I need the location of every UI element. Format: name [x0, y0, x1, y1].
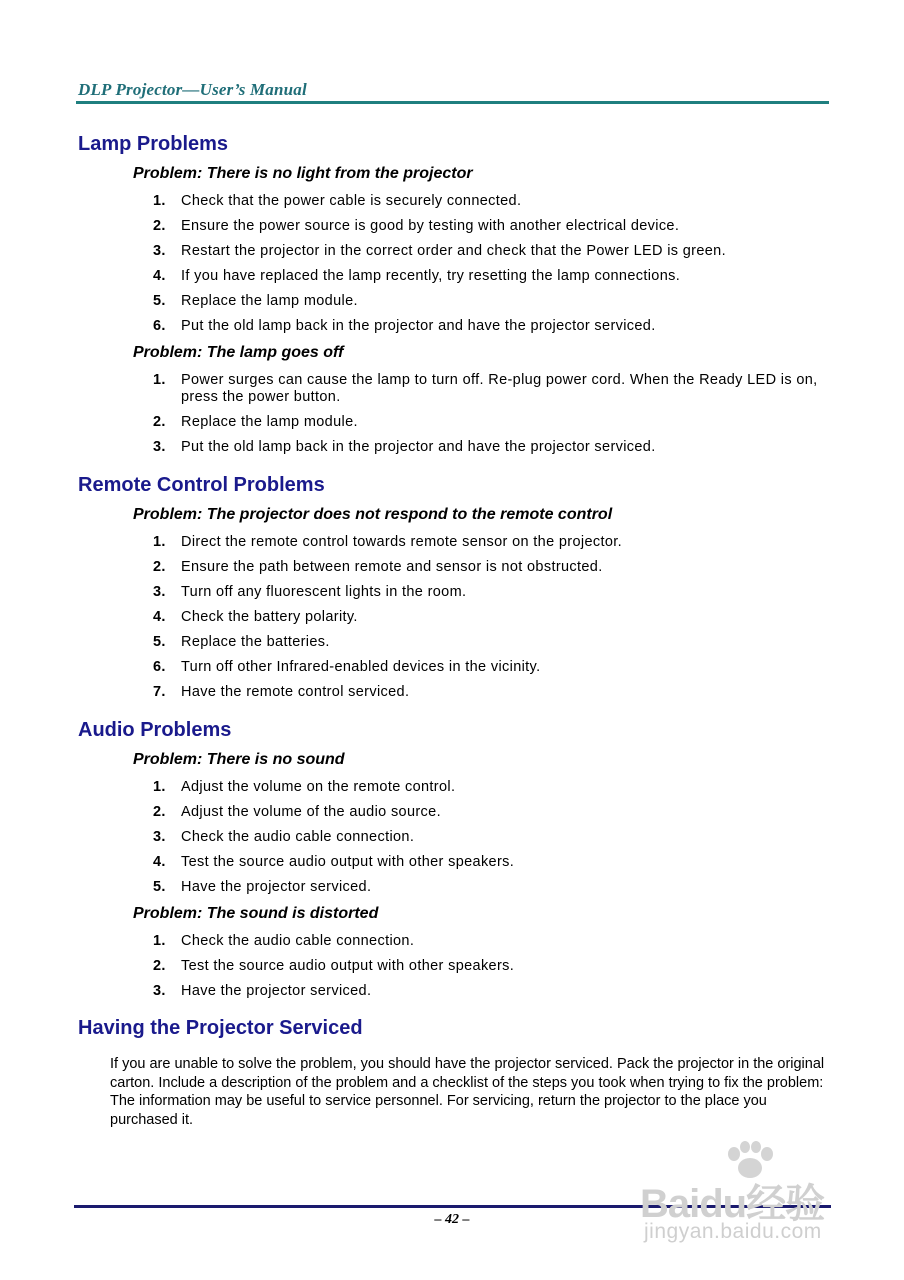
item-text: Replace the lamp module.: [181, 414, 358, 430]
list-item: [153, 243, 833, 260]
problem-no-light: Problem: There is no light from the projector: [133, 165, 473, 182]
item-number: 1.: [153, 779, 166, 795]
item-text: Ensure the path between remote and sensor is not obstructed.: [181, 559, 603, 575]
item-number: 1.: [153, 534, 166, 550]
list-item: [153, 193, 833, 210]
item-text: Restart the projector in the correct order and check that the Power LED is green.: [181, 243, 726, 259]
item-number: 2.: [153, 559, 166, 575]
item-text: Turn off other Infrared-enabled devices in the vicinity.: [181, 659, 541, 675]
manual-title: DLP Projector—User’s Manual: [78, 80, 307, 99]
list-item: [153, 372, 833, 406]
item-text: Check the audio cable connection.: [181, 829, 415, 845]
item-number: 1.: [153, 933, 166, 949]
item-number: 3.: [153, 243, 166, 259]
item-text: Put the old lamp back in the projector and have the projector serviced.: [181, 439, 656, 455]
item-number: 2.: [153, 218, 166, 234]
item-number: 2.: [153, 958, 166, 974]
watermark: [640, 1140, 855, 1250]
list-item: [153, 318, 833, 335]
list-item: [153, 684, 833, 701]
section-title-lamp: Lamp Problems: [78, 133, 229, 155]
list-item: [153, 268, 833, 285]
item-text: Adjust the volume of the audio source.: [181, 804, 441, 820]
item-text: Turn off any fluorescent lights in the room.: [181, 584, 467, 600]
list-item: [153, 293, 833, 310]
item-text: Test the source audio output with other speakers.: [181, 854, 515, 870]
list-item: [153, 854, 833, 871]
item-number: 2.: [153, 804, 166, 820]
item-text: Power surges can cause the lamp to turn off. Re-plug power cord. When the Ready LED is on, press the power button.: [181, 372, 818, 405]
section-title-audio: Audio Problems: [78, 719, 232, 741]
list-item: [153, 659, 833, 676]
problem-no-sound: Problem: There is no sound: [133, 751, 345, 768]
list-item: [153, 779, 833, 796]
list-item: [153, 534, 833, 551]
item-number: 3.: [153, 829, 166, 845]
item-text: Have the projector serviced.: [181, 983, 372, 999]
item-number: 4.: [153, 609, 166, 625]
list-item: [153, 634, 833, 651]
problem-distorted-sound: Problem: The sound is distorted: [133, 905, 379, 922]
list-item: [153, 414, 833, 431]
item-text: Replace the lamp module.: [181, 293, 358, 309]
list-item: [153, 879, 833, 896]
item-text: Have the remote control serviced.: [181, 684, 410, 700]
item-number: 5.: [153, 293, 166, 309]
item-number: 5.: [153, 879, 166, 895]
item-text: If you have replaced the lamp recently, try resetting the lamp connections.: [181, 268, 681, 284]
item-text: Direct the remote control towards remote sensor on the projector.: [181, 534, 623, 550]
item-number: 1.: [153, 372, 166, 388]
item-text: Test the source audio output with other speakers.: [181, 958, 515, 974]
list-item: [153, 804, 833, 821]
problem-lamp-off: Problem: The lamp goes off: [133, 344, 344, 361]
header-divider: [76, 101, 829, 104]
item-text: Check the battery polarity.: [181, 609, 358, 625]
item-text: Check the audio cable connection.: [181, 933, 415, 949]
item-text: Put the old lamp back in the projector and have the projector serviced.: [181, 318, 656, 334]
item-number: 6.: [153, 659, 166, 675]
list-item: [153, 559, 833, 576]
item-number: 6.: [153, 318, 166, 334]
service-paragraph: If you are unable to solve the problem, you should have the projector serviced. Pack the projector in the original carton. Include a description of the problem and a checklist of the steps you took when trying to fix the problem: The information may be useful to service personnel. For servicing, return the projector to the place you purchased it.: [110, 1056, 825, 1128]
item-number: 7.: [153, 684, 166, 700]
item-text: Have the projector serviced.: [181, 879, 372, 895]
list-item: [153, 218, 833, 235]
item-text: Ensure the power source is good by testing with another electrical device.: [181, 218, 680, 234]
list-item: [153, 983, 833, 1000]
watermark-url: jingyan.baidu.com: [644, 1220, 822, 1243]
list-item: [153, 439, 833, 456]
list-item: [153, 609, 833, 626]
item-number: 3.: [153, 439, 166, 455]
list-item: [153, 958, 833, 975]
item-number: 3.: [153, 983, 166, 999]
watermark-brand: Baidu经验: [640, 1182, 825, 1226]
item-number: 4.: [153, 854, 166, 870]
item-text: Check that the power cable is securely connected.: [181, 193, 522, 209]
list-item: [153, 584, 833, 601]
item-number: 5.: [153, 634, 166, 650]
list-item: [153, 829, 833, 846]
item-number: 2.: [153, 414, 166, 430]
item-number: 3.: [153, 584, 166, 600]
item-text: Replace the batteries.: [181, 634, 330, 650]
item-number: 4.: [153, 268, 166, 284]
section-title-remote: Remote Control Problems: [78, 474, 325, 496]
list-item: [153, 933, 833, 950]
item-text: Adjust the volume on the remote control.: [181, 779, 456, 795]
problem-no-response: Problem: The projector does not respond to the remote control: [133, 506, 613, 523]
section-title-serviced: Having the Projector Serviced: [78, 1017, 363, 1039]
item-number: 1.: [153, 193, 166, 209]
page-number: – 42 –: [434, 1212, 470, 1227]
